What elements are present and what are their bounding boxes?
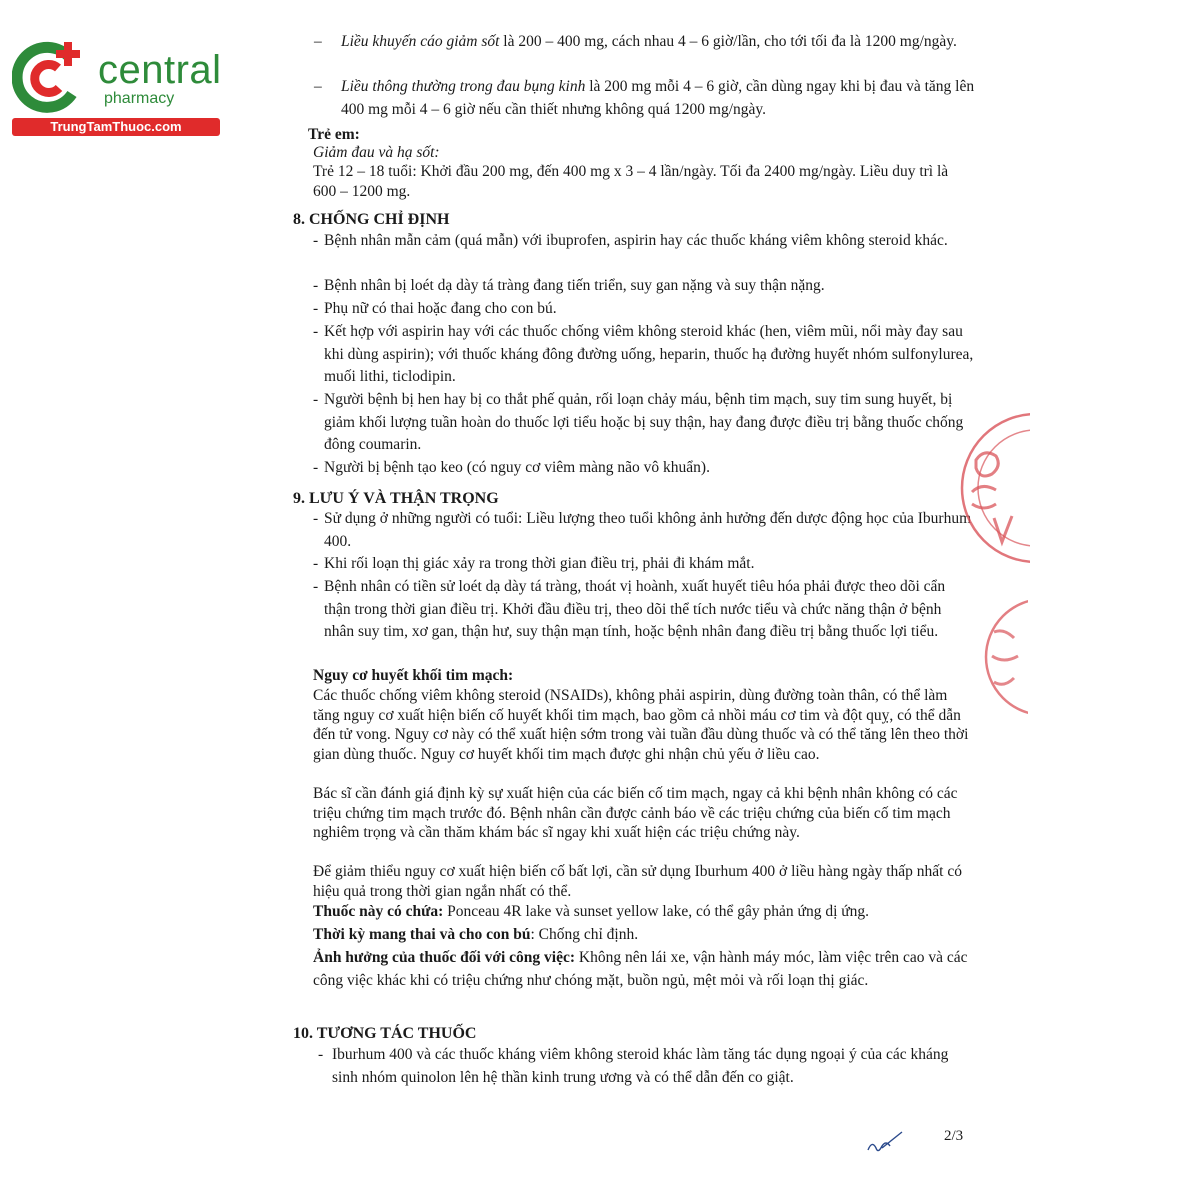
cardiovascular-paragraph-3: Để giảm thiểu nguy cơ xuất hiện biến cố bất lợi, cần sử dụng Iburhum 400 ở liều hàng ngày thấp nhất có hiệu quả trong thời gian ngắn nhất có thể.	[313, 863, 962, 900]
list-item-text: Bệnh nhân mẫn cảm (quá mẫn) với ibuprofen, aspirin hay các thuốc kháng viêm không steroid khác.	[324, 232, 948, 249]
pregnancy-text: : Chống chỉ định.	[530, 926, 639, 943]
driving-text: Không nên lái xe, vận hành máy móc, làm việc trên cao và các công việc khác khi có triệu chứng như chóng mặt, buồn ngủ, mệt mỏi và rối loạn thị giác.	[313, 949, 968, 989]
list-item-text: Bệnh nhân có tiền sử loét dạ dày tá tràng, thoát vị hoành, xuất huyết tiêu hóa phải được theo dõi cẩn thận trong thời gian điều trị. Khởi đầu điều trị, theo dõi thể tích nước tiểu và chức năng thận ở bệnh nhân suy tim, xơ gan, thận hư, suy thận mạn tính, hoặc bệnh nhân đang điều trị bằng thuốc lợi tiểu.	[324, 578, 946, 640]
secondary-stamp-icon	[984, 592, 1028, 722]
list-item: - Phụ nữ có thai hoặc đang cho con bú.	[313, 298, 975, 321]
list-item-text: Phụ nữ có thai hoặc đang cho con bú.	[324, 300, 557, 317]
logo-url-banner: TrungTamThuoc.com	[12, 118, 220, 136]
children-subheading: Giảm đau và hạ sốt:	[313, 144, 440, 161]
list-item-text: Iburhum 400 và các thuốc kháng viêm không steroid khác làm tăng tác dụng ngoại ý của các kháng sinh nhóm quinolon lên hệ thần kinh trung ương và có thể dẫn đến co giật.	[332, 1046, 949, 1086]
list-item-text: Người bị bệnh tạo keo (có nguy cơ viêm màng não vô khuẩn).	[324, 459, 710, 476]
list-item-text: Khi rối loạn thị giác xảy ra trong thời gian điều trị, phải đi khám mắt.	[324, 555, 755, 572]
excipients-warning	[313, 901, 975, 924]
logo-name: central	[98, 48, 222, 92]
fever-dose-label: Liều khuyến cáo giảm sốt	[341, 33, 500, 50]
fever-dose-text: là 200 – 400 mg, cách nhau 4 – 6 giờ/lần, cho tới tối đa là 1200 mg/ngày.	[499, 33, 957, 50]
list-item: – Liều thông thường trong đau bụng kinh là 200 mg mỗi 4 – 6 giờ, cần dùng ngay khi bị đau và tăng lên 400 mg mỗi 4 – 6 giờ nếu cần thiết nhưng không quá 1200 mg/ngày.	[314, 78, 975, 118]
list-item-text: Người bệnh bị hen hay bị co thắt phế quản, rối loạn chảy máu, bệnh tim mạch, suy tim sung huyết, bị giảm khối lượng tuần hoàn do thuốc lợi tiểu hoặc bị suy thận, hay đang được điều trị bằng thuốc chống đông coumarin.	[324, 391, 964, 453]
excipients-text: Ponceau 4R lake và sunset yellow lake, có thể gây phản ứng dị ứng.	[443, 903, 870, 920]
period-dose-label: Liều thông thường trong đau bụng kinh	[341, 78, 586, 95]
list-item: - Iburhum 400 và các thuốc kháng viêm không steroid khác làm tăng tác dụng ngoại ý của các kháng sinh nhóm quinolon lên hệ thần kinh trung ương và có thể dẫn đến co giật.	[318, 1044, 975, 1089]
list-item: - Bệnh nhân bị loét dạ dày tá tràng đang tiến triển, suy gan nặng và suy thận nặng.	[313, 275, 975, 298]
cardiovascular-risk-heading: Nguy cơ huyết khối tim mạch:	[313, 667, 514, 684]
list-item: - Người bị bệnh tạo keo (có nguy cơ viêm màng não vô khuẩn).	[313, 457, 975, 480]
cardiovascular-paragraph-1: Các thuốc chống viêm không steroid (NSAIDs), không phải aspirin, dùng đường toàn thân, có thể làm tăng nguy cơ xuất hiện biến cố huyết khối tim mạch, bao gồm cả nhồi máu cơ tim và đột quỵ, có thể dẫn đến tử vong. Nguy cơ này có thể xuất hiện sớm trong vài tuần đầu dùng thuốc và có thể tăng lên theo thời gian dùng thuốc. Nguy cơ huyết khối tim mạch được ghi nhận chủ yếu ở liều cao.	[313, 687, 969, 763]
list-item-text: Kết hợp với aspirin hay với các thuốc chống viêm không steroid khác (hen, viêm mũi, nổi mày đay sau khi dùng aspirin); với thuốc kháng đông đường uống, heparin, thuốc hạ đường huyết nhóm sulfonylurea, muối lithi, ticlodipin.	[324, 323, 974, 385]
section-8-title: 8. CHỐNG CHỈ ĐỊNH	[293, 211, 450, 228]
list-item: - Bệnh nhân có tiền sử loét dạ dày tá tràng, thoát vị hoành, xuất huyết tiêu hóa phải được theo dõi cẩn thận trong thời gian điều trị. Khởi đầu điều trị, theo dõi thể tích nước tiểu và chức năng thận ở bệnh nhân suy tim, xơ gan, thận hư, suy thận mạn tính, hoặc bệnh nhân đang điều trị bằng thuốc lợi tiểu.	[313, 576, 975, 644]
list-item: – Liều khuyến cáo giảm sốt là 200 – 400 mg, cách nhau 4 – 6 giờ/lần, cho tới tối đa là 1200 mg/ngày.	[314, 33, 957, 50]
driving-label: Ảnh hưởng của thuốc đối với công việc:	[313, 949, 576, 966]
excipients-label: Thuốc này có chứa:	[313, 903, 444, 920]
pregnancy-label: Thời kỳ mang thai và cho con bú	[313, 926, 531, 943]
list-item: - Bệnh nhân mẫn cảm (quá mẫn) với ibuprofen, aspirin hay các thuốc kháng viêm không steroid khác.	[313, 230, 975, 253]
company-stamp-icon	[958, 408, 1030, 568]
list-item: - Khi rối loạn thị giác xảy ra trong thời gian điều trị, phải đi khám mắt.	[313, 553, 975, 576]
cardiovascular-paragraph-2: Bác sĩ cần đánh giá định kỳ sự xuất hiện của các biến cố tim mạch, ngay cả khi bệnh nhân không có các triệu chứng tim mạch trước đó. Bệnh nhân cần được cảnh báo về các triệu chứng của biến cố tim mạch nghiêm trọng và cần thăm khám bác sĩ ngay khi xuất hiện các triệu chứng này.	[313, 785, 958, 841]
section-9-title: 9. LƯU Ý VÀ THẬN TRỌNG	[293, 490, 499, 507]
children-heading: Trẻ em:	[308, 126, 360, 143]
signature-icon	[866, 1130, 906, 1156]
list-item-text: Bệnh nhân bị loét dạ dày tá tràng đang tiến triển, suy gan nặng và suy thận nặng.	[324, 277, 825, 294]
list-item: - Người bệnh bị hen hay bị co thắt phế quản, rối loạn chảy máu, bệnh tim mạch, suy tim sung huyết, bị giảm khối lượng tuần hoàn do thuốc lợi tiểu hoặc bị suy thận, hay đang được điều trị bằng thuốc chống đông coumarin.	[313, 389, 975, 457]
list-item: - Sử dụng ở những người có tuổi: Liều lượng theo tuổi không ảnh hưởng đến dược động học của Iburhum 400.	[313, 508, 975, 553]
list-item-text: Sử dụng ở những người có tuổi: Liều lượng theo tuổi không ảnh hưởng đến dược động học của Iburhum 400.	[324, 510, 972, 550]
list-item: - Kết hợp với aspirin hay với các thuốc chống viêm không steroid khác (hen, viêm mũi, nổi mày đay sau khi dùng aspirin); với thuốc kháng đông đường uống, heparin, thuốc hạ đường huyết nhóm sulfonylurea, muối lithi, ticlodipin.	[313, 321, 975, 389]
children-dose-text: Trẻ 12 – 18 tuổi: Khởi đầu 200 mg, đến 400 mg x 3 – 4 lần/ngày. Tối đa 2400 mg/ngày. Liều duy trì là 600 – 1200 mg.	[313, 163, 949, 200]
section-10-title: 10. TƯƠNG TÁC THUỐC	[293, 1025, 477, 1042]
period-dose-text: là 200 mg mỗi 4 – 6 giờ, cần dùng ngay khi bị đau và tăng lên 400 mg mỗi 4 – 6 giờ nếu cần thiết nhưng không quá 1200 mg/ngày.	[341, 78, 975, 118]
logo-subtitle: pharmacy	[104, 90, 175, 107]
page-number: 2/3	[944, 1128, 964, 1144]
pregnancy-note	[313, 924, 975, 947]
driving-note	[313, 947, 975, 992]
